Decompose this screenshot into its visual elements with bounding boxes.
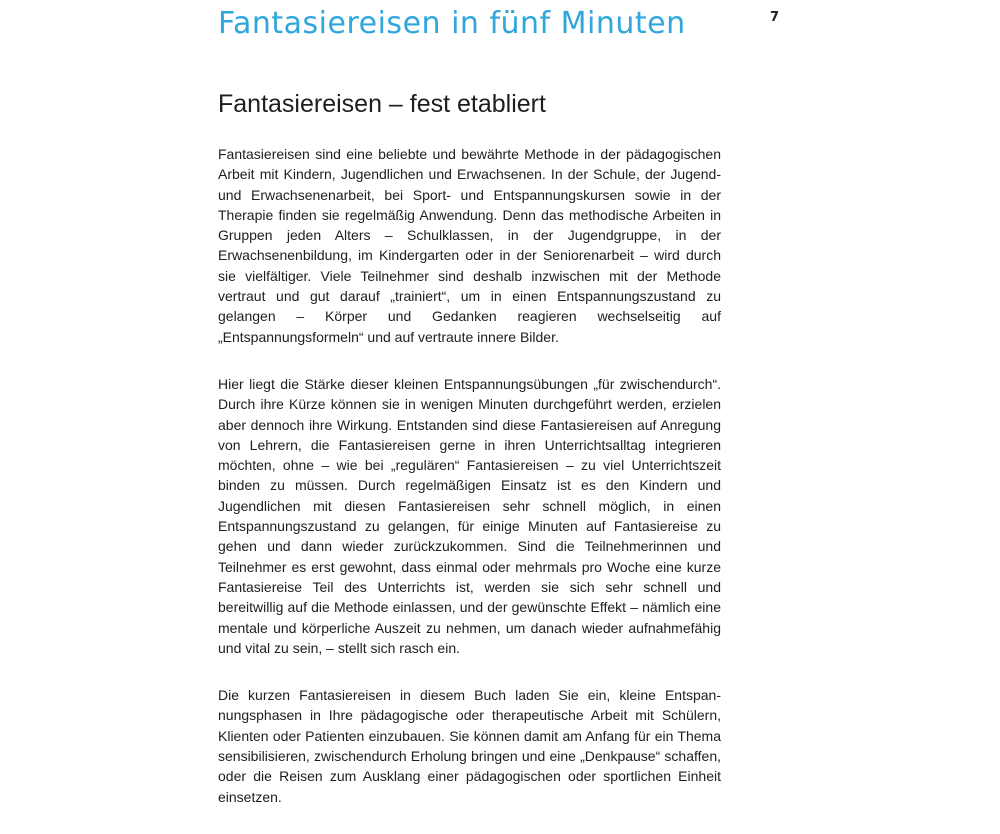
paragraph-1: Fantasiereisen sind eine beliebte und bewährte Methode in der pädagogischen Arbeit mit Kindern, Jugendlichen und Erwachsenen. In der Schule, der Jugend- und Erwachsenenarbeit, bei Sport- und Entspannungskursen sowie in der Therapie finden sie regelmäßig Anwendung. Denn das methodische Arbeiten in Gruppen jeden Alters – Schulklassen, in der Jugendgruppe, in der Erwachsenenbildung, im Kindergarten oder in der Seniorenarbeit – wird durch sie vielfältiger. Viele Teilnehmer sind deshalb inzwischen mit der Methode vertraut und gut darauf „trainiert“, um in einen Entspannungszustand zu gelangen – Körper und Gedanken reagieren wechselseitig auf „Entspannungsformeln“ und auf vertraute innere Bilder. — [218, 146, 721, 345]
page-number: 7 — [770, 10, 780, 25]
paragraph-3: Die kurzen Fantasiereisen in diesem Buch laden Sie ein, kleine Entspannungsphasen in Ihre pädagogische oder therapeutische Arbeit mit Schülern, Klienten oder Patienten einzubauen. Sie können damit am Anfang für ein Thema sensibilisieren, zwischendurch Erholung bringen und eine „Denkpause“ schaffen, oder die Reisen zum Ausklang einer pädagogischen oder sportlichen Einheit einsetzen. — [218, 687, 721, 805]
running-title: Fantasiereisen in fünf Minuten — [218, 6, 686, 41]
section-heading: Fantasiereisen – fest etabliert — [218, 90, 546, 118]
body-text — [218, 144, 721, 834]
paragraph-2: Hier liegt die Stärke dieser kleinen Entspannungsübungen „für zwischendurch“. Durch ihre Kürze können sie in wenigen Minuten durchgeführt werden, erzielen aber dennoch ihre Wirkung. Entstanden sind diese Fantasiereisen auf Anregung von Lehrern, die Fantasiereisen gerne in ihren Unterrichtsalltag integrieren möchten, ohne – wie bei „regulären“ Fantasiereisen – zu viel Unterrichtszeit binden zu müssen. Durch regelmäßigen Einsatz ist es den Kindern und Jugendlichen mit diesen Fantasiereisen sehr schnell möglich, in einen Entspannungszustand zu gelangen, für einige Minuten auf Fantasiereise zu gehen und dann wieder zurückzukommen. Sind die Teilnehmerinnen und Teilnehmer es erst gewohnt, dass einmal oder mehrmals pro Woche eine kurze Fantasiereise Teil des Unterrichts ist, werden sie sich sehr schnell und bereitwillig auf die Methode einlassen, und der gewünschte Effekt – nämlich eine mentale und körperliche Auszeit zu nehmen, um danach wieder aufnahmefähig und vital zu sein, – stellt sich rasch ein. — [218, 375, 721, 656]
